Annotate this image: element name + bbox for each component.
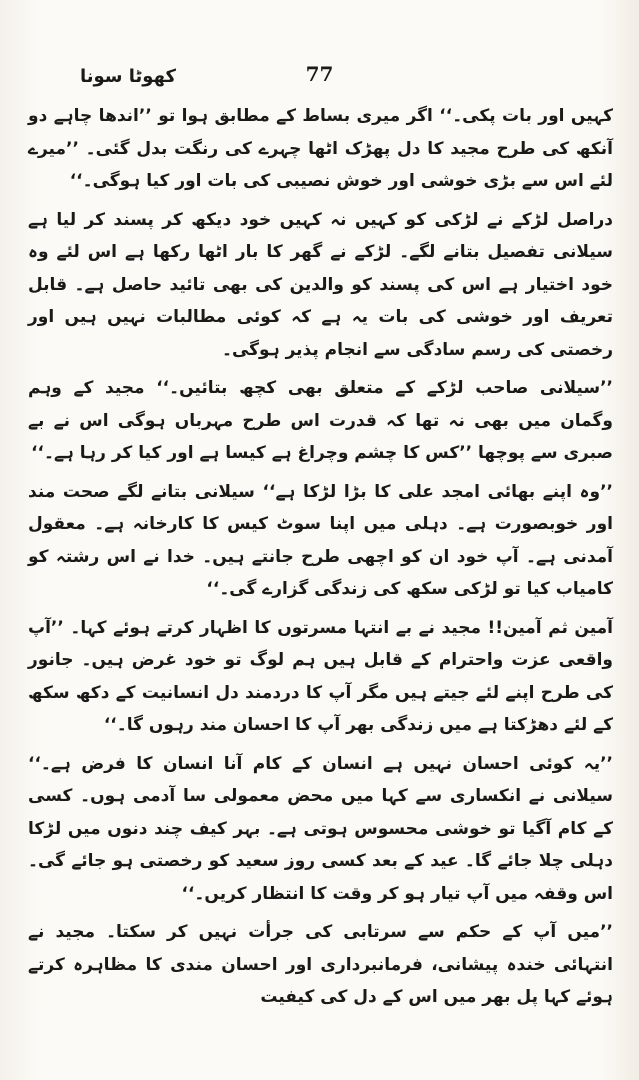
paragraph: آمین ثم آمین!! مجید نے بے انتہا مسرتوں کا اظہار کرتے ہوئے کہا۔ ’’آپ واقعی عزت واحترام کے قابل ہیں ہم لوگ تو خود غرض ہیں۔ جانور کی طرح اپنے لئے جیتے ہیں مگر آپ کا دردمند دل انسانیت کے دکھ سکھ کے لئے دھڑکتا ہے میں زندگی بھر آپ کا احسان مند رہوں گا۔‘‘ xyxy=(28,617,613,735)
paragraph: کہیں اور بات پکی۔‘‘ اگر میری بساط کے مطابق ہوا تو ’’اندھا چاہے دو آنکھ کی طرح مجید کا دل پھڑک اٹھا چہرے کی رنگت بدل گئی۔ ’’میرے لئے اس سے بڑی خوشی اور خوش نصیبی کی بات اور کیا ہوگی۔‘‘ xyxy=(28,106,613,191)
paragraph: ’’سیلانی صاحب لڑکے کے متعلق بھی کچھ بتائیں۔‘‘ مجید کے وہم وگمان میں بھی نہ تھا کہ قدرت اس طرح مہرباں ہوگی اس نے بے صبری سے پوچھا ’’کس کا چشم وچراغ ہے کیسا ہے اور کیا کر رہا ہے۔‘‘ xyxy=(28,378,613,463)
paragraph: ’’وہ اپنے بھائی امجد علی کا بڑا لڑکا ہے‘‘ سیلانی بتانے لگے صحت مند اور خوبصورت ہے۔ دہلی میں اپنا سوٹ کیس کا کارخانہ ہے۔ معقول آمدنی ہے۔ آپ خود ان کو اچھی طرح جانتے ہیں۔ خدا نے اس رشتہ کو کامیاب کیا تو لڑکی سکھ کی زندگی گزارے گی۔‘‘ xyxy=(28,481,613,599)
body-text xyxy=(28,100,613,1020)
page-number: 77 xyxy=(305,62,334,86)
paragraph: ’’یہ کوئی احسان نہیں ہے انسان کے کام آنا انسان کا فرض ہے۔‘‘ سیلانی نے انکساری سے کہا میں محض معمولی سا آدمی ہوں۔ کسی کے کام آگیا تو خوشی محسوس ہوتی ہے۔ بہر کیف چند دنوں میں لڑکا دہلی چلا جائے گا۔ عید کے بعد کسی روز سعید کو رخصتی ہو جائے گی۔ اس وقفہ میں آپ تیار ہو کر وقت کا انتظار کریں۔‘‘ xyxy=(28,753,613,904)
running-title: کھوٹا سونا xyxy=(80,66,176,87)
paragraph: ’’میں آپ کے حکم سے سرتابی کی جرأت نہیں کر سکتا۔ مجید نے انتہائی خندہ پیشانی، فرمانبرداری اور احسان مندی کا مظاہرہ کرتے ہوئے کہا پل بھر میں اس کے دل کی کیفیت xyxy=(28,922,613,1007)
paragraph: دراصل لڑکے نے لڑکی کو کہیں نہ کہیں خود دیکھ کر پسند کر لیا ہے سیلانی تفصیل بتانے لگے۔ لڑکے نے گھر کا بار اٹھا رکھا ہے اس لئے وہ خود اختیار ہے اس کی پسند کو والدین کی بھی تائید حاصل ہے۔ قابل تعریف اور خوشی کی بات یہ ہے کہ کوئی مطالبات نہیں ہیں اور رخصتی کی رسم سادگی سے انجام پذیر ہوگی۔ xyxy=(28,209,613,360)
page-header xyxy=(30,62,609,92)
